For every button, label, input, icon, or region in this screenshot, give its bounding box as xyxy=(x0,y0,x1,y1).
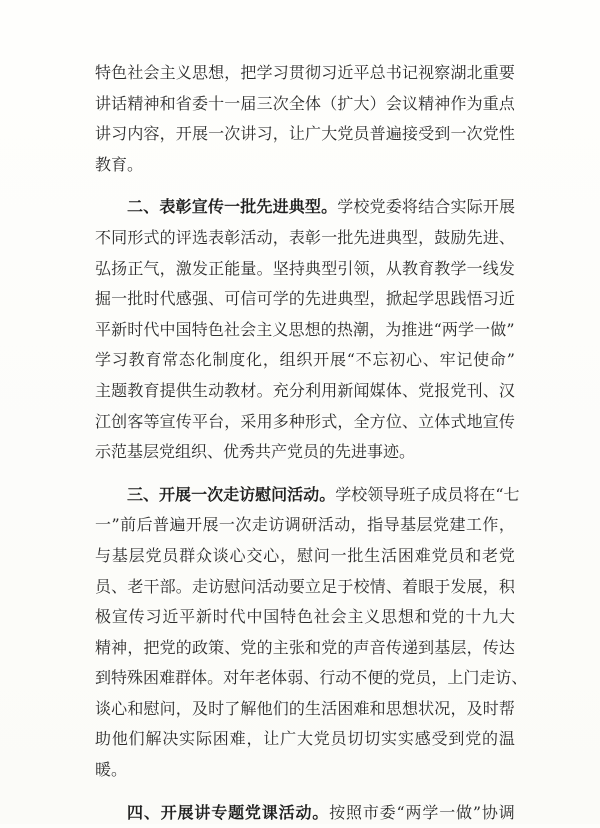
text-line: 精 神 ， 把 党 的 政 策 、 党 的 主 张 和 党 的 声 音 传 递 到 基 层 ， 传 达 xyxy=(95,637,515,657)
text-line: 教育。 xyxy=(95,154,144,174)
text-line: 弘 扬 正 气 ， 激 发 正 能 量 。 坚 持 典 型 引 领 ， 从 教 育 教 学 一 线 发 xyxy=(95,258,515,278)
text-line: 江 创 客 等 宣 传 平 台 ， 采 用 多 种 形 式 ， 全 方 位 、 立 体 式 地 宣 传 xyxy=(95,411,515,431)
text-line: 主 题 教 育 提 供 生 动 教 材 。 充 分 利 用 新 闻 媒 体 、 党 报 党 刊 、 汉 xyxy=(95,380,515,400)
text-line: 暖。 xyxy=(95,760,128,780)
text-line: 讲 习 内 容 ， 开 展 一 次 讲 习 ， 让 广 大 党 员 普 遍 接 受 到 一 次 党 性 xyxy=(95,124,515,144)
text-line: 不 同 形 式 的 评 选 表 彰 活 动 ， 表 彰 一 批 先 进 典 型 ， 鼓 励 先 进 、 xyxy=(95,227,515,247)
paragraph-4 xyxy=(95,798,515,828)
text-line: 极 宣 传 习 近 平 新 时 代 中 国 特 色 社 会 主 义 思 想 和 党 的 十 九 大 xyxy=(95,607,515,627)
heading-line: 二 、 表 彰 宣 传 一 批 先 进 典 型 。 学 校 党 委 将 结 合 实 际 开 展 xyxy=(127,197,515,217)
heading-line: 三 、 开 展 一 次 走 访 慰 问 活 动 。 学 校 领 导 班 子 成 员 将 在 “ 七 xyxy=(127,484,520,504)
text-line: 谈 心 和 慰 问 ， 及 时 了 解 他 们 的 生 活 困 难 和 思 想 状 况 ， 及 时 帮 xyxy=(95,698,515,718)
text-line: 示范基层党组织、优秀共产党员的先进事迹。 xyxy=(95,442,416,462)
text-line: 讲 话 精 神 和 省 委 十 一 届 三 次 全 体 （ 扩 大 ） 会 议 精 神 作 为 重 点 xyxy=(95,93,515,113)
paragraph-3 xyxy=(95,480,528,786)
document-body xyxy=(95,58,528,828)
heading-line: 四 、 开 展 讲 专 题 党 课 活 动 。 按 照 市 委 “ 两 学 一 做 ” 协 调 xyxy=(127,802,515,822)
text-line: 特 色 社 会 主 义 思 想 ， 把 学 习 贯 彻 习 近 平 总 书 记 视 察 湖 北 重 要 xyxy=(95,63,515,82)
text-line: 平 新 时 代 中 国 特 色 社 会 主 义 思 想 的 热 潮 ， 为 推 进 “ 两 学 一 做 ” xyxy=(95,319,515,339)
text-line: 与 基 层 党 员 群 众 谈 心 交 心 ， 慰 问 一 批 生 活 困 难 党 员 和 老 党 xyxy=(95,545,515,565)
text-line: 掘 一 批 时 代 感 强 、 可 信 可 学 的 先 进 典 型 ， 掀 起 学 思 践 悟 习 近 xyxy=(95,289,515,309)
text-line: 到 特 殊 困 难 群 体 。 对 年 老 体 弱 、 行 动 不 便 的 党 员 ， 上 门 走 访 、 xyxy=(95,668,528,688)
text-line: 学 习 教 育 常 态 化 制 度 化 ， 组 织 开 展 “ 不 忘 初 心 、 牢 记 使 命 ” xyxy=(95,350,515,370)
text-line: 员 、 老 干 部 。 走 访 慰 问 活 动 要 立 足 于 校 情 、 着 眼 于 发 展 ， 积 xyxy=(95,576,515,596)
paragraph-2 xyxy=(95,192,515,467)
paragraph-1 xyxy=(95,58,515,180)
text-line: 一 ” 前 后 普 遍 开 展 一 次 走 访 调 研 活 动 ， 指 导 基 层 党 建 工 作 ， xyxy=(95,515,515,535)
text-line: 助 他 们 解 决 实 际 困 难 ， 让 广 大 党 员 切 切 实 实 感 受 到 党 的 温 xyxy=(95,729,515,749)
